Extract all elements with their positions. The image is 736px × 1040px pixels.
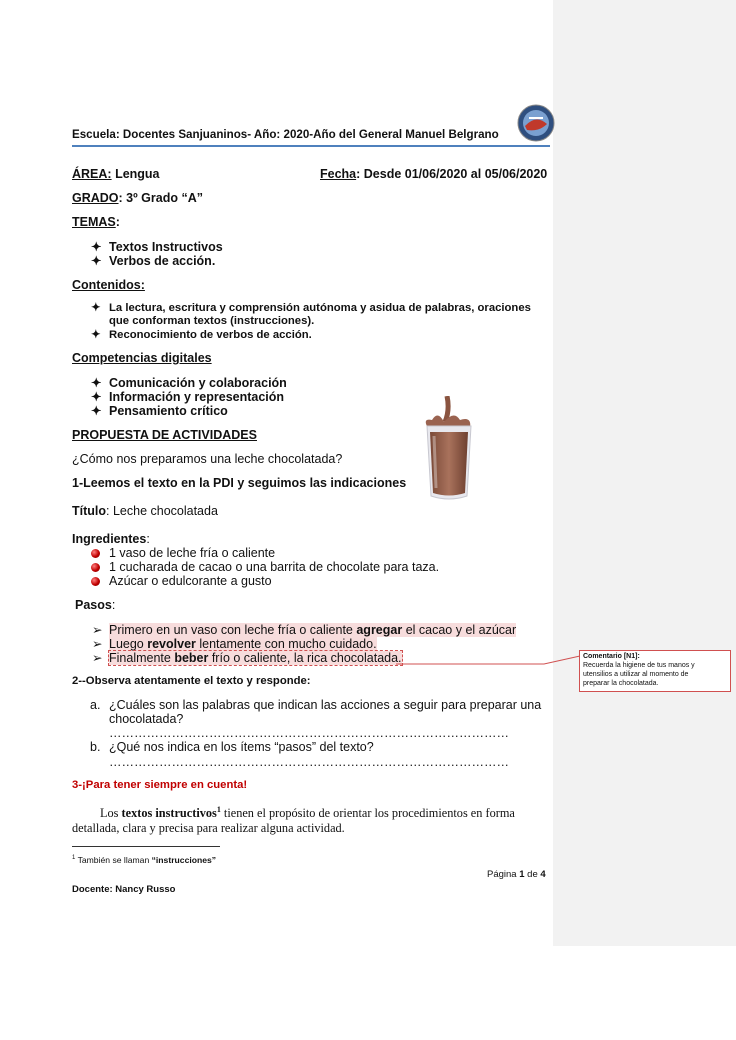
observa-title: 2--Observa atentamente el texto y responde: [72,675,311,687]
page-number: Página 1 de 4 [487,869,546,880]
fecha-value: : Desde 01/06/2020 al 05/06/2020 [356,167,548,181]
paso-text: Primero en un vaso con leche fría o caliente agregar el cacao y el azúcar [109,623,517,637]
tener-en-cuenta-title: 3-¡Para tener siempre en cuenta! [72,779,248,791]
contenidos-title: Contenidos: [72,278,145,292]
red-ball-bullet-icon [91,563,100,572]
contenidos-item-cont: que conforman textos (instrucciones). [109,315,315,327]
question-b: b. ¿Qué nos indica en los ítems “pasos” del texto? [90,740,374,754]
ingrediente-item: 1 vaso de leche fría o caliente [91,546,275,560]
chocolate-milk-glass-image [414,396,484,502]
pasos-title: Pasos: [75,598,116,612]
cross-bullet-icon: ✦ [91,329,101,341]
docente-footer: Docente: Nancy Russo [72,884,176,895]
area-value: Lengua [111,167,160,181]
titulo-label: Título [72,504,107,518]
area-label: ÁREA: [72,167,112,181]
propuesta-title: PROPUESTA DE ACTIVIDADES [72,428,257,442]
fecha-label: Fecha [320,167,357,181]
footnote-rule [72,846,220,847]
titulo-value: : Leche chocolatada [106,504,218,518]
comment-line: utensilios a utilizar al momento de [583,671,689,678]
red-ball-bullet-icon [91,549,100,558]
comments-pane [553,0,736,1040]
school-header-title: Escuela: Docentes Sanjuaninos- Año: 2020-Año del General Manuel Belgrano [72,128,499,141]
comment-balloon[interactable] [579,650,731,692]
question-a: a. ¿Cuáles son las palabras que indican las acciones a seguir para preparar una [90,698,542,712]
ingrediente-item: 1 cucharada de cacao o una barrita de chocolate para taza. [91,560,439,574]
titulo-line [72,504,218,518]
competencias-item: ✦ Pensamiento crítico [91,404,228,418]
red-ball-bullet-icon [91,577,100,586]
paso-text: Luego revolver lentamente con mucho cuidado. [109,637,377,651]
ingrediente-item: Azúcar o edulcorante a gusto [91,574,272,588]
competencias-item: ✦ Comunicación y colaboración [91,376,287,390]
area-line [72,167,160,181]
fecha-line [320,167,547,181]
paso-item [92,636,377,651]
arrow-bullet-icon: ➢ [92,651,103,665]
cross-bullet-icon: ✦ [91,254,102,268]
answer-line-b[interactable]: …………………………………………………………………………………… [109,755,509,769]
answer-line-a[interactable]: …………………………………………………………………………………… [109,726,509,740]
comment-line: preparar la chocolatada. [583,680,659,687]
cross-bullet-icon: ✦ [91,390,102,404]
ingredientes-title: Ingredientes: [72,532,150,546]
arrow-bullet-icon: ➢ [92,623,103,637]
propuesta-question: ¿Cómo nos preparamos una leche chocolatada? [72,452,343,466]
grado-label: GRADO [72,191,119,205]
cross-bullet-icon: ✦ [91,240,102,254]
cross-bullet-icon: ✦ [91,404,102,418]
header-rule [72,145,550,147]
arrow-bullet-icon: ➢ [92,637,103,651]
grado-value: : 3º Grado “A” [118,191,203,205]
paso-item [92,650,402,665]
competencias-title: Competencias digitales [72,351,212,365]
grado-line [72,191,203,205]
page-gap [553,946,736,1040]
cross-bullet-icon: ✦ [91,302,101,314]
temas-item: ✦ Verbos de acción. [91,254,216,268]
instructivos-paragraph: Los textos instructivos$^1$ tienen el propósito de orientar los procedimientos en forma detallada, clara y precisa para realizar alguna actividad. [72,805,515,836]
step1-instruction: 1-Leemos el texto en la PDI y seguimos las indicaciones [72,476,407,490]
footnote: $^1$ También se llaman “instrucciones” [72,855,217,865]
paso-text-commented[interactable]: Finalmente beber frío o caliente, la rica chocolatada. [109,651,402,665]
comment-title: Comentario [N1]: [583,653,640,660]
temas-item: ✦ Textos Instructivos [91,240,223,254]
question-a-cont: chocolatada? [109,712,184,726]
paso-item [92,622,516,637]
school-emblem-icon [517,104,555,142]
competencias-item: ✦ Información y representación [91,390,285,404]
comment-line: Recuerda la higiene de tus manos y [583,662,695,669]
cross-bullet-icon: ✦ [91,376,102,390]
comment-connector [394,650,584,670]
contenidos-item: ✦ Reconocimiento de verbos de acción. [91,329,312,341]
contenidos-item: ✦ La lectura, escritura y comprensión autónoma y asidua de palabras, oraciones [91,302,531,314]
temas-title: TEMAS: [72,215,120,229]
